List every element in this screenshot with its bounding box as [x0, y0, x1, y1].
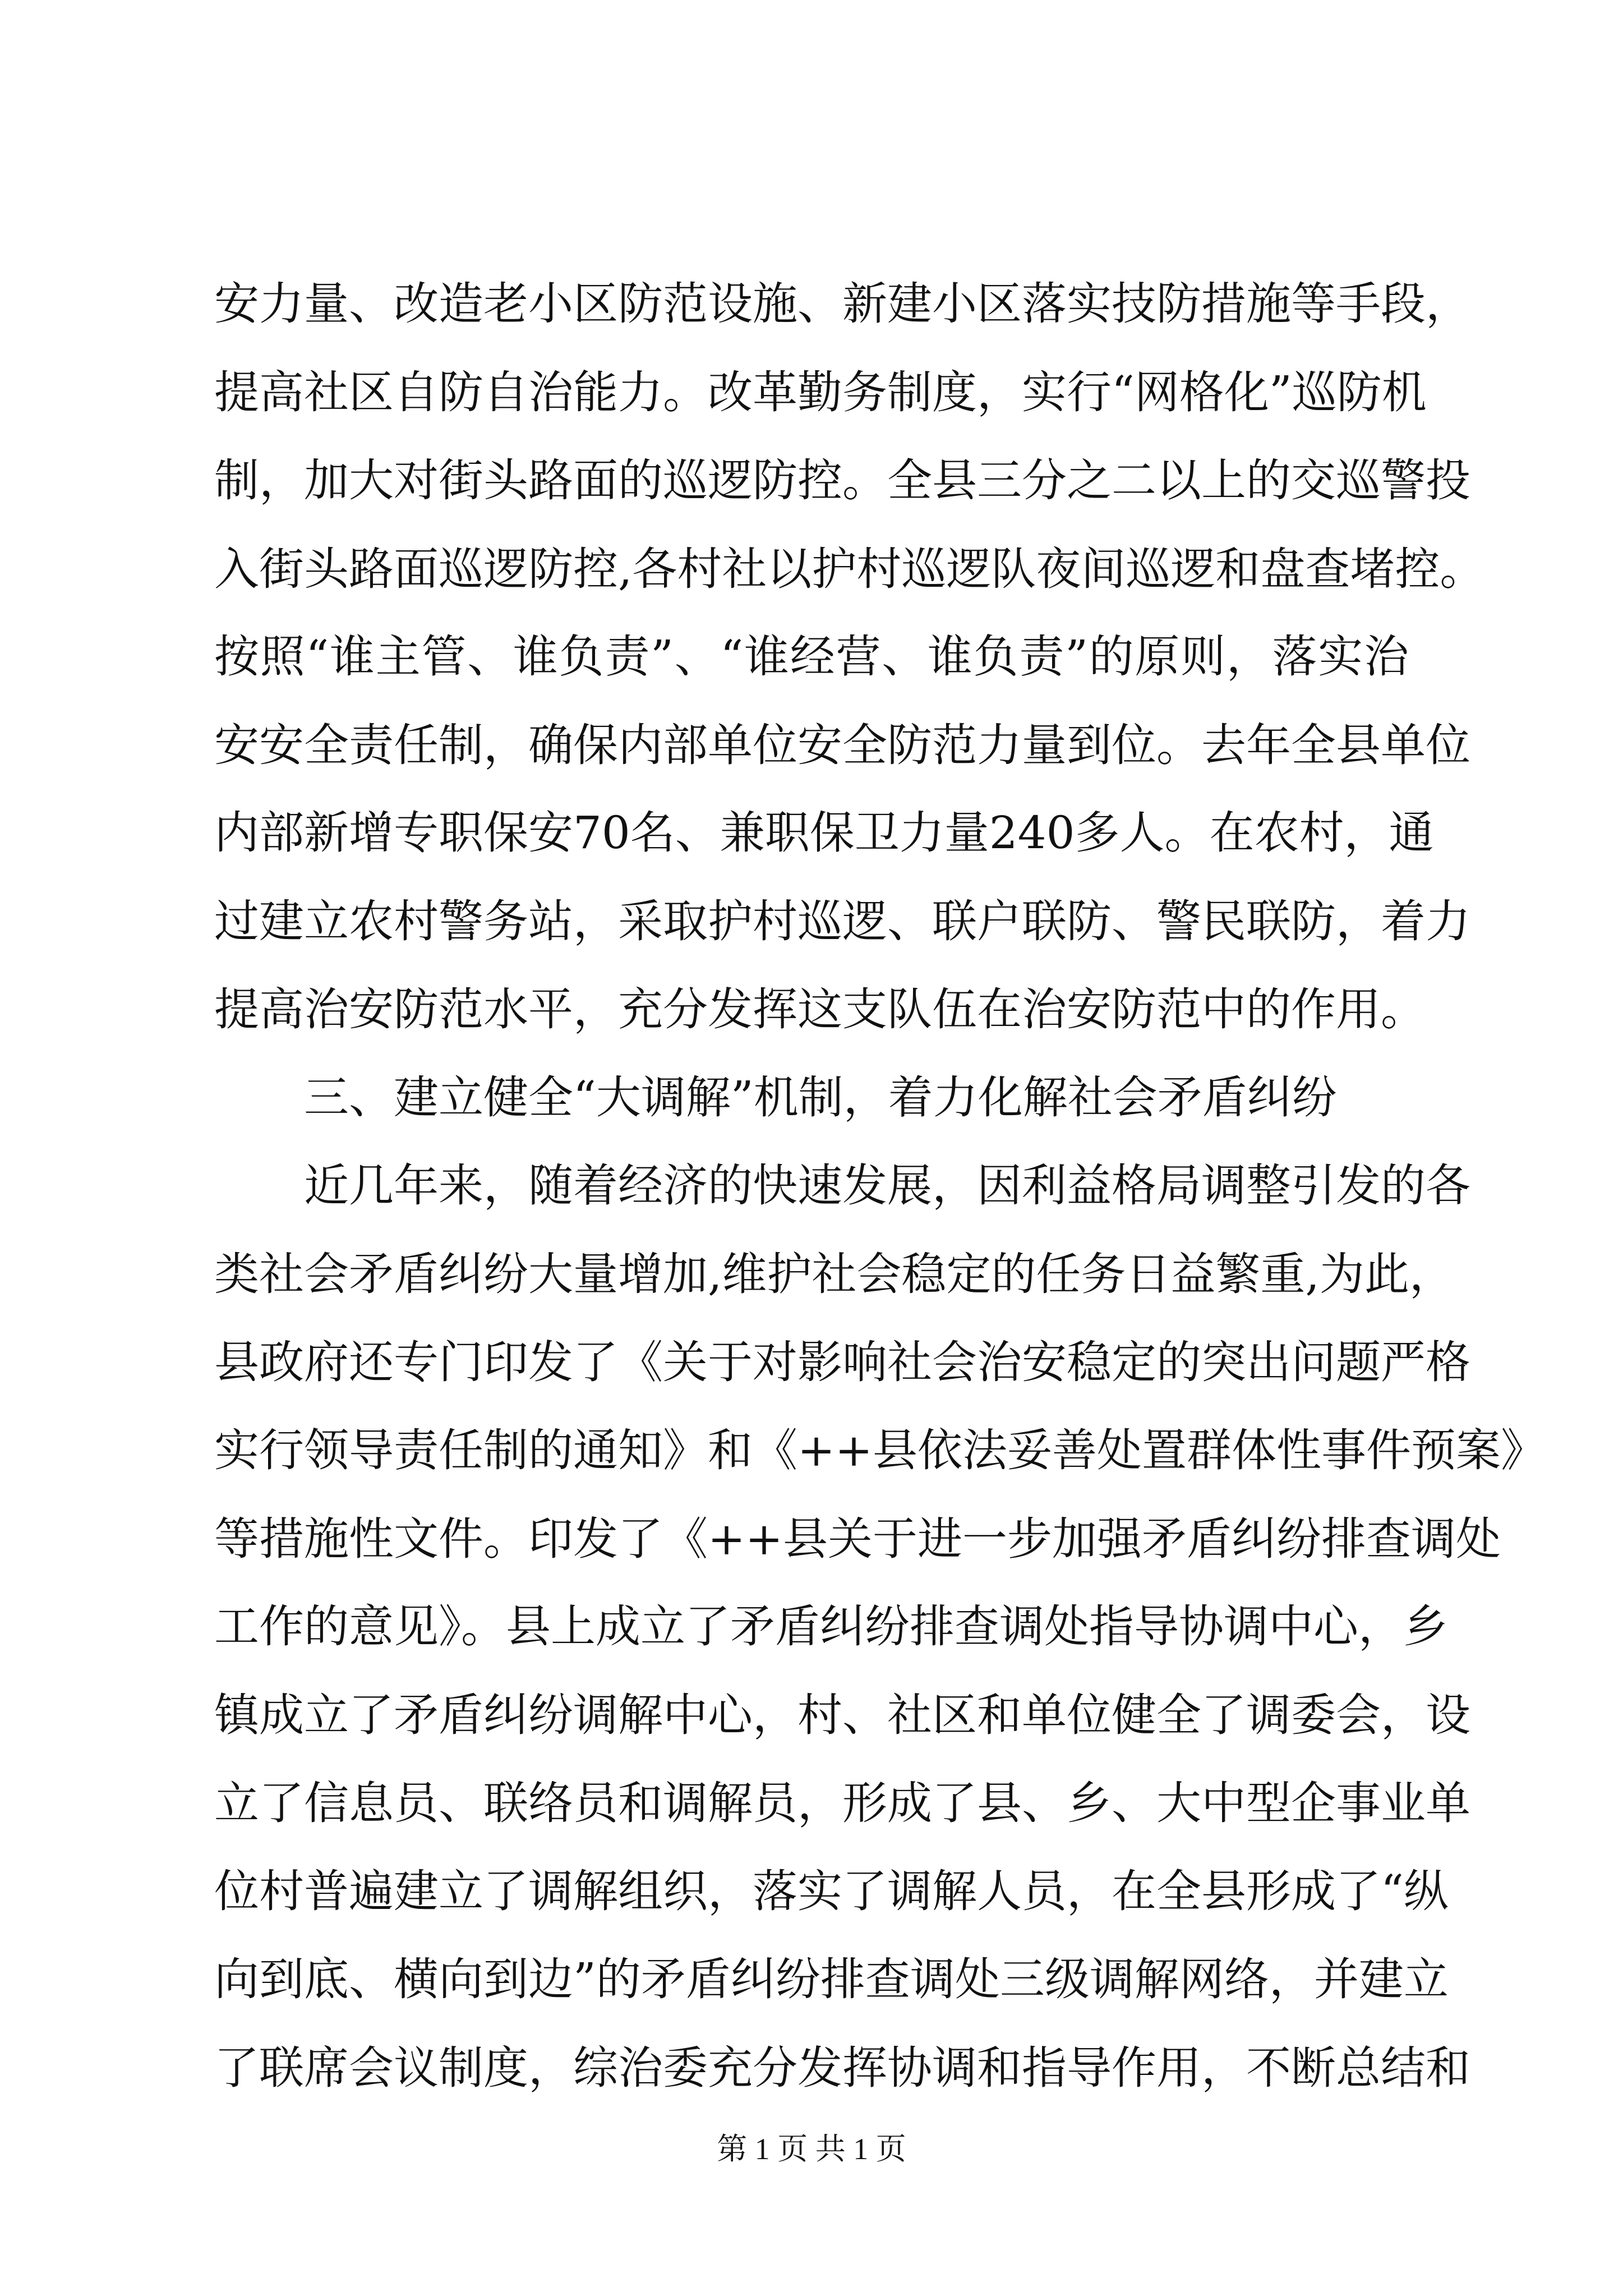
text-line: 过建立农村警务站，采取护村巡逻、联户联防、警民联防，着力 — [214, 895, 1470, 947]
text-line: 入街头路面巡逻防控,各村社以护村巡逻队夜间巡逻和盘查堵控。 — [214, 543, 1485, 595]
text-line: 安安全责任制，确保内部单位安全防范力量到位。去年全县单位 — [214, 719, 1470, 771]
paragraph-first-line: 近几年来，随着经济的快速发展，因利益格局调整引发的各 — [304, 1159, 1470, 1212]
text-line: 安力量、改造老小区防范设施、新建小区落实技防措施等手段， — [214, 278, 1470, 330]
text-line: 县政府还专门印发了《关于对影响社会治安稳定的突出问题严格 — [214, 1336, 1470, 1388]
text-line: 类社会矛盾纠纷大量增加,维护社会稳定的任务日益繁重,为此， — [214, 1248, 1454, 1300]
page-number-label: 第 1 页 共 1 页 — [717, 2132, 906, 2166]
text-line: 向到底、横向到边”的矛盾纠纷排查调处三级调解网络，并建立 — [214, 1953, 1449, 2005]
text-line: 提高社区自防自治能力。改革勤务制度，实行“网格化”巡防机 — [214, 366, 1427, 418]
section-heading: 三、建立健全“大调解”机制，着力化解社会矛盾纠纷 — [304, 1071, 1337, 1124]
text-line: 按照“谁主管、谁负责”、“谁经营、谁负责”的原则，落实治 — [214, 631, 1409, 683]
text-line: 了联席会议制度，综治委充分发挥协调和指导作用，不断总结和 — [214, 2042, 1470, 2094]
text-line: 位村普遍建立了调解组织，落实了调解人员，在全县形成了“纵 — [214, 1865, 1449, 1917]
text-line: 工作的意见》。县上成立了矛盾纠纷排查调处指导协调中心，乡 — [214, 1600, 1448, 1653]
text-line: 镇成立了矛盾纠纷调解中心，村、社区和单位健全了调委会，设 — [214, 1689, 1470, 1741]
page-footer — [0, 2129, 1623, 2169]
text-line: 实行领导责任制的通知》和《++县依法妥善处置群体性事件预案》 — [214, 1424, 1546, 1476]
text-line: 提高治安防范水平，充分发挥这支队伍在治安防范中的作用。 — [214, 983, 1426, 1036]
text-line: 制，加大对街头路面的巡逻防控。全县三分之二以上的交巡警投 — [214, 454, 1470, 507]
text-line: 内部新增专职保安70名、兼职保卫力量240多人。在农村，通 — [214, 807, 1434, 859]
text-line: 立了信息员、联络员和调解员，形成了县、乡、大中型企事业单 — [214, 1777, 1470, 1829]
text-line: 等措施性文件。印发了《++县关于进一步加强矛盾纠纷排查调处 — [214, 1513, 1501, 1565]
